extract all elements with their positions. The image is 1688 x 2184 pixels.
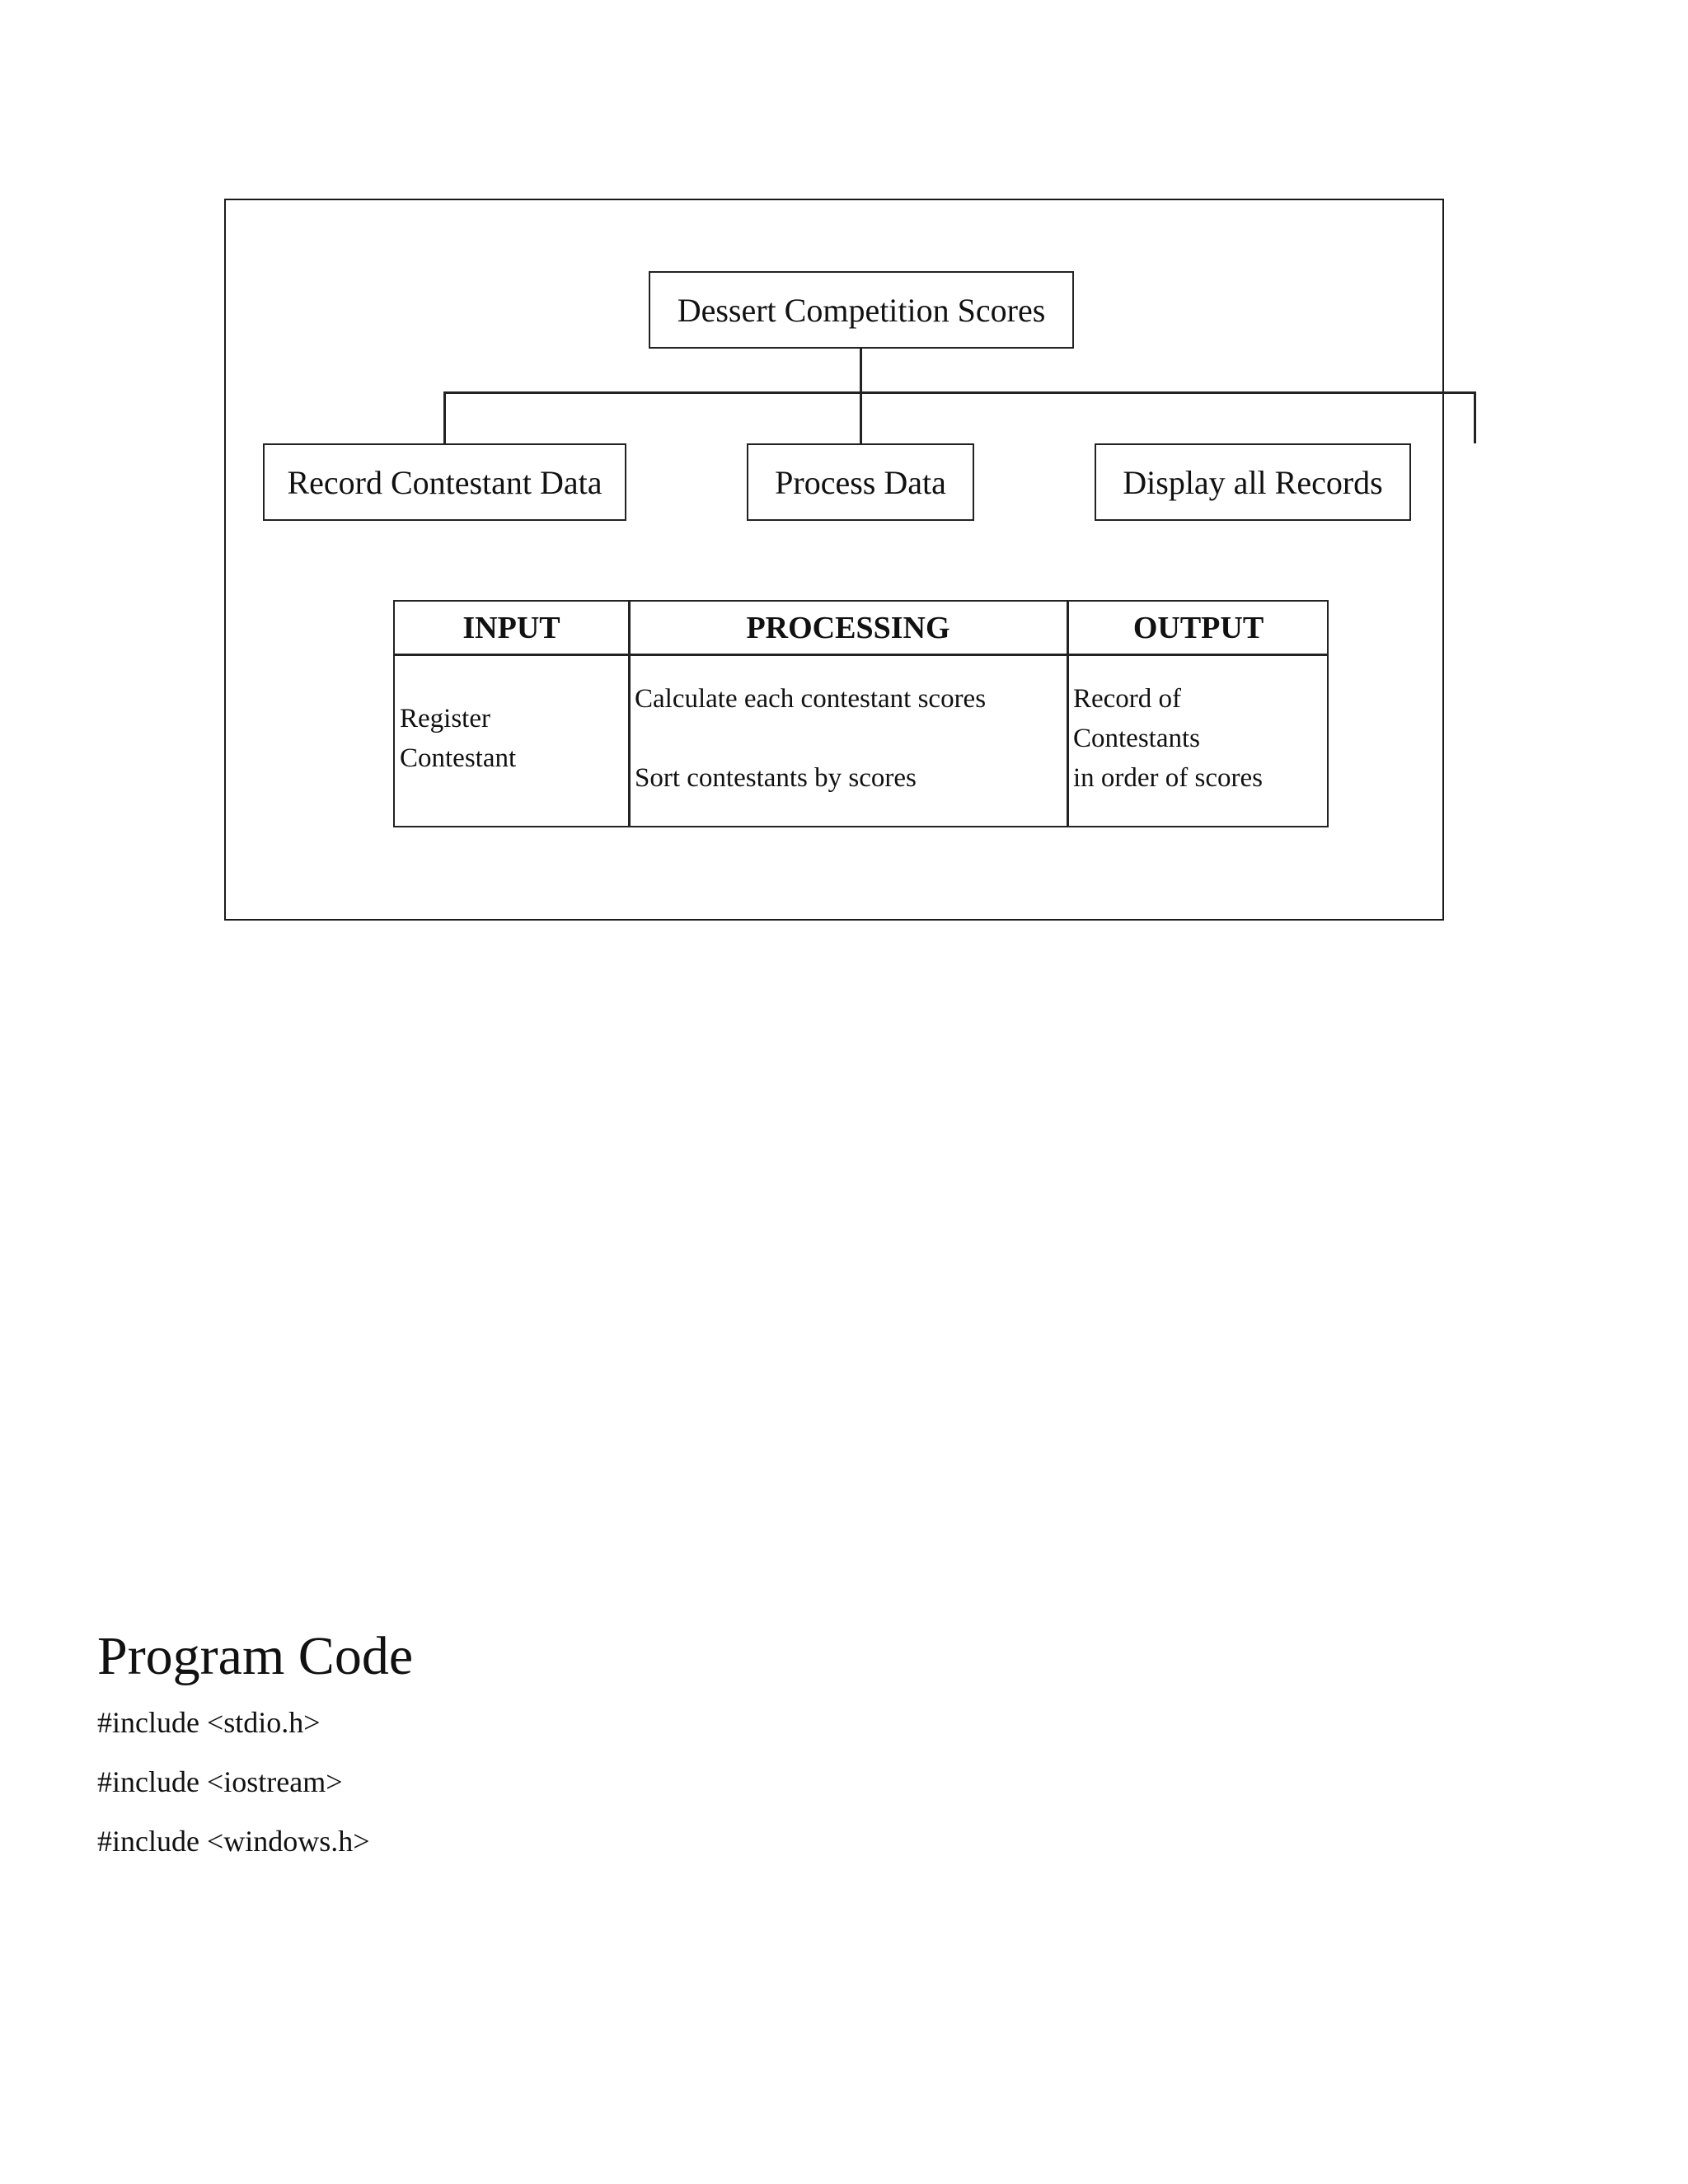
code-line: #include <stdio.h> — [97, 1706, 321, 1739]
child-node-display-label: Display all Records — [1123, 463, 1383, 501]
ipo-input-line-2: Contestant — [400, 743, 517, 773]
ipo-output-line-3: in order of scores — [1073, 763, 1264, 793]
ipo-input-line-1: Register — [400, 704, 490, 733]
ipo-header-input-label: INPUT — [462, 610, 560, 645]
child-node-display — [1095, 443, 1411, 521]
code-line: #include <iostream> — [97, 1765, 343, 1798]
code-line: #include <windows.h> — [97, 1825, 370, 1858]
figure-frame — [224, 199, 1444, 921]
ipo-header-output — [1068, 602, 1329, 654]
ipo-header-divider — [395, 654, 1327, 656]
connector-horizontal — [443, 391, 1475, 394]
ipo-output-line-2: Contestants — [1073, 724, 1200, 753]
ipo-header-processing-label: PROCESSING — [746, 610, 950, 645]
ipo-header-output-label: OUTPUT — [1132, 610, 1264, 645]
ipo-output-line-1: Record of — [1073, 684, 1182, 714]
child-node-record-label: Record Contestant Data — [287, 463, 603, 501]
root-node-label: Dessert Competition Scores — [677, 291, 1046, 329]
ipo-table — [393, 600, 1329, 827]
ipo-header-input — [395, 602, 628, 654]
connector-right-down — [1474, 391, 1476, 443]
connector-left-down — [443, 391, 446, 443]
ipo-processing-line-2: Sort contestants by scores — [635, 763, 917, 793]
child-node-record — [263, 443, 626, 521]
section-heading: Program Code — [97, 1626, 414, 1686]
connector-root-down — [860, 349, 862, 393]
connector-middle-down — [860, 391, 862, 443]
root-node — [649, 271, 1074, 349]
child-node-process — [747, 443, 974, 521]
child-node-process-label: Process Data — [775, 463, 946, 501]
ipo-header-processing — [630, 602, 1067, 654]
ipo-processing-line-1: Calculate each contestant scores — [635, 684, 987, 714]
